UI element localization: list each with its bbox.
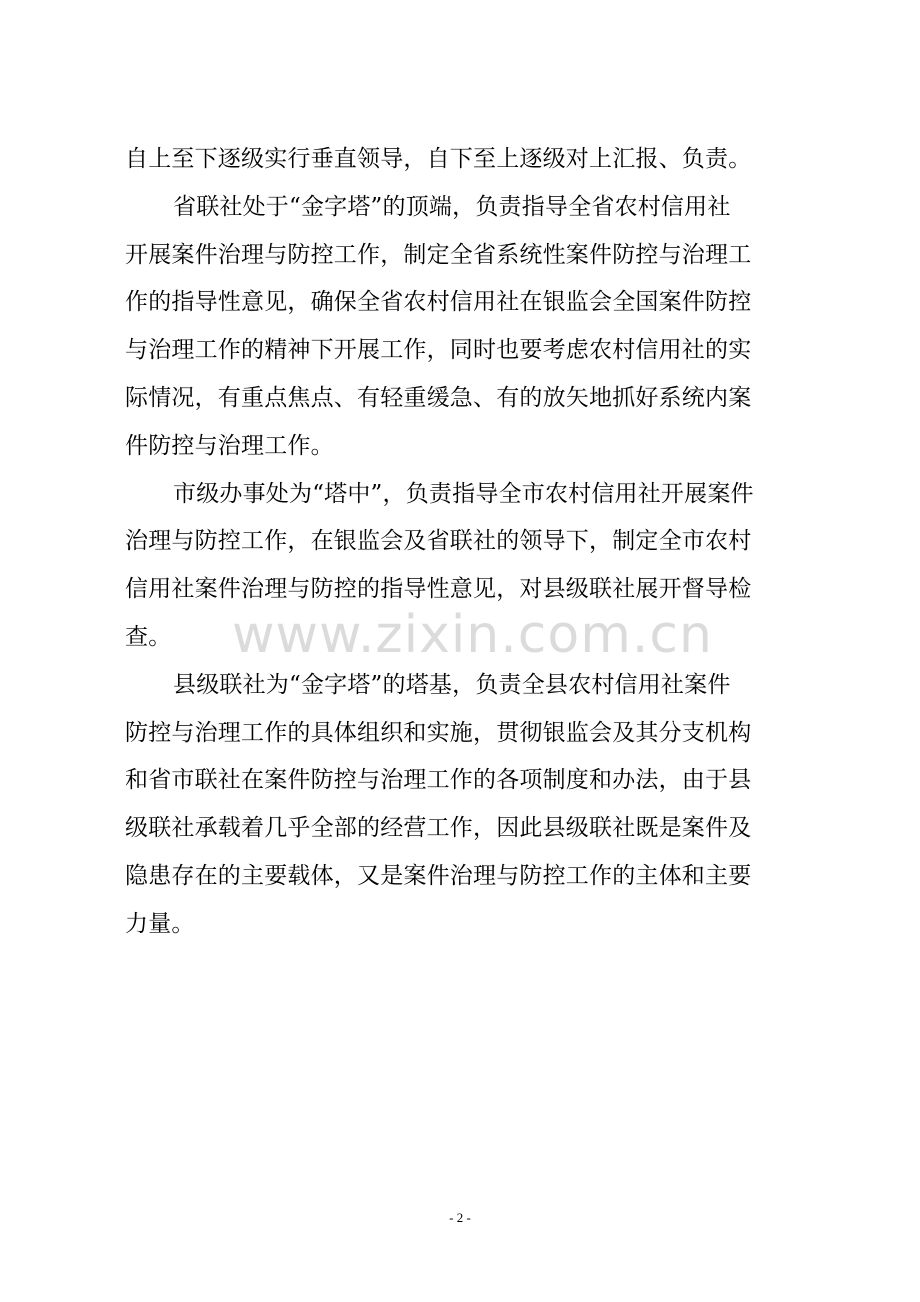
text-line: 查。 [125, 623, 172, 650]
watermark: www.zixin.com.cn [232, 605, 713, 665]
text-line: 作的指导性意见，确保全省农村信用社在银监会全国案件防控 [125, 289, 752, 316]
body-text [125, 136, 805, 949]
text-line: 级联社承载着几乎全部的经营工作，因此县级联社既是案件及 [125, 815, 752, 842]
text-line: 省联社处于“金字塔”的顶端，负责指导全省农村信用社 [173, 193, 731, 220]
text-line: 自上至下逐级实行垂直领导，自下至上逐级对上汇报、负责。 [125, 146, 752, 172]
text-line: 隐患存在的主要载体，又是案件治理与防控工作的主体和主要 [125, 862, 752, 889]
text-line: 治理与防控工作，在银监会及省联社的领导下，制定全市农村 [125, 528, 752, 555]
text-line: 县级联社为“金字塔”的塔基，负责全县农村信用社案件 [173, 671, 731, 698]
text-line: 际情况，有重点焦点、有轻重缓急、有的放矢地抓好系统内案 [125, 384, 752, 411]
text-line: 件防控与治理工作。 [125, 432, 334, 459]
text-line: 力量。 [125, 910, 195, 937]
text-line: 信用社案件治理与防控的指导性意见，对县级联社展开督导检 [125, 576, 752, 603]
page-number: - 2 - [449, 1210, 471, 1225]
text-line: 与治理工作的精神下开展工作，同时也要考虑农村信用社的实 [125, 337, 752, 364]
text-line: 和省市联社在案件防控与治理工作的各项制度和办法，由于县 [125, 767, 752, 794]
text-line: 防控与治理工作的具体组织和实施，贯彻银监会及其分支机构 [125, 719, 752, 746]
text-line: 开展案件治理与防控工作，制定全省系统性案件防控与治理工 [125, 241, 752, 268]
text-line: 市级办事处为“塔中”，负责指导全市农村信用社开展案件 [173, 480, 754, 507]
